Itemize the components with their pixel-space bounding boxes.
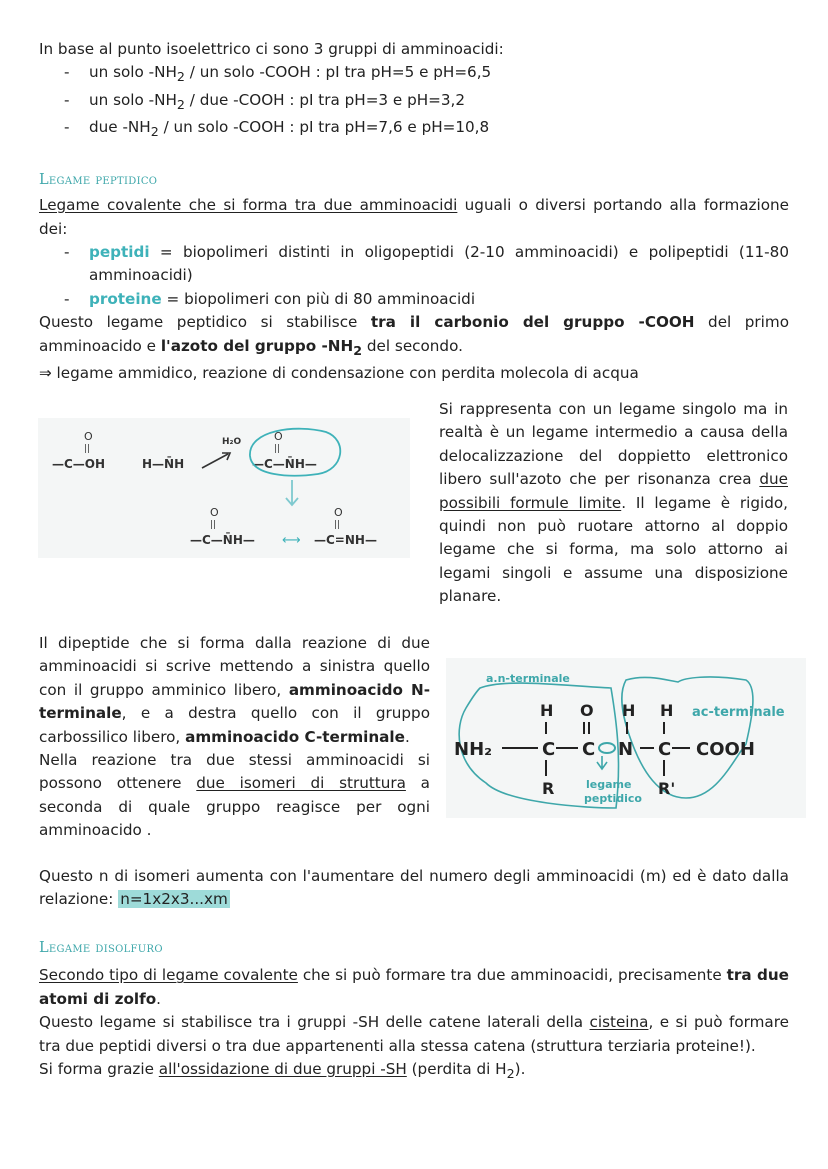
peptidic-list [39, 241, 789, 311]
peptidic-heading: Legame peptidico [39, 171, 158, 188]
disulfide-description: Questo legame si stabilisce tra i gruppi -SH delle catene laterali della cisteina, e si può formare tra due peptidi diversi o tra due appartenenti alla stessa catena (struttura terziaria proteine!). [39, 1013, 789, 1055]
n-terminal-label: a.n-terminale [486, 672, 570, 685]
h-atom: H [660, 701, 674, 720]
oxygen-label: O [210, 506, 219, 519]
cooh-group: COOH [696, 739, 755, 760]
double-bond-label: || [274, 444, 281, 454]
isoelectric-list [39, 61, 789, 143]
dipeptide-block [39, 632, 430, 843]
double-bond-label: || [210, 520, 217, 530]
water-label: H₂O [222, 437, 242, 447]
resonance-form-2: —C=NH— [314, 533, 377, 547]
oxygen-label: O [274, 430, 283, 443]
double-bond-label: || [334, 520, 341, 530]
nitrogen-atom: N [618, 739, 634, 760]
alpha-carbon: C [658, 739, 672, 760]
h-atom: H [540, 701, 554, 720]
r-prime-group: R' [658, 779, 676, 798]
o-atom: O [580, 701, 594, 720]
isomers-text: Nella reazione tra due stessi amminoacidi si possono ottenere due isomeri di struttura a seconda di quale gruppo reagisce per ogni amminoacido . [39, 751, 430, 840]
disulfide-definition: Secondo tipo di legame covalente che si può formare tra due amminoacidi, precisamente tra due atomi di zolfo. [39, 966, 789, 1008]
list-item: - due $-NH_2$ / un solo -COOH : pI tra pH=7,6 e pH=10,8 [64, 116, 789, 143]
carbonyl-carbon: C [582, 739, 596, 760]
oxygen-label: O [334, 506, 343, 519]
reaction-figure [38, 418, 410, 558]
dipeptide-figure [446, 658, 806, 818]
resonance-form-1: —C—N̄H— [190, 533, 255, 547]
peptidic-definition: Legame covalente che si forma tra due amminoacidi uguali o diversi portando alla formazione dei: [39, 196, 789, 238]
resonance-arrow: ⟷ [282, 533, 301, 548]
oxygen-label: O [84, 430, 93, 443]
dipeptide-text: Il dipeptide che si forma dalla reazione di due amminoacidi si scrive mettendo a sinistra quello con il gruppo amminico libero, amminoacido N-terminale, e a destra quello con il gruppo carbossilico libero, amminoacido C-terminale. [39, 634, 430, 746]
amine-label: H—N̄H [142, 457, 185, 471]
list-item: - un solo $-NH_2$ / due -COOH : pI tra pH=3 e pH=3,2 [64, 89, 789, 116]
isomer-count-text: Questo n di isomeri aumenta con l'aumentare del numero degli amminoacidi (m) ed è dato dalla relazione: n=1x2x3...xm [39, 867, 789, 909]
h-atom: H [622, 701, 636, 720]
peptidic-bond-description: Questo legame peptidico si stabilisce tra il carbonio del gruppo -COOH del primo amminoacido e l'azoto del gruppo $-NH_2$ del secondo. [39, 313, 789, 358]
disulfide-section [39, 937, 789, 1085]
formula-highlight: n=1x2x3...xm [120, 890, 228, 909]
amide-line: ⇒ legame ammidico, reazione di condensazione con perdita molecola di acqua [39, 364, 639, 382]
page [39, 38, 789, 385]
list-item: - proteine = biopolimeri con più di 80 amminoacidi [64, 288, 789, 311]
disulfide-heading: Legame disolfuro [39, 940, 163, 956]
resonance-text: Si rappresenta con un legame singolo ma in realtà è un legame intermedio a causa della delocalizzazione del doppietto elettronico libero sull'azoto che per risonanza crea due possibili formule limite. Il legame è rigido, quindi non può ruotare attorno al doppio legame che si forma, ma solo attorno ai legami singoli e assume una disposizione planare. [439, 400, 788, 606]
carboxyl-label: —C—OH [52, 457, 106, 471]
disulfide-formation: Si forma grazie all'ossidazione di due gruppi -SH (perdita di $H_2$). [39, 1060, 526, 1082]
bond-label-1: legame [586, 778, 632, 791]
double-bond-label: || [84, 444, 91, 454]
alpha-carbon: C [542, 739, 556, 760]
r-group: R [542, 779, 555, 798]
intro-line: In base al punto isoelettrico ci sono 3 gruppi di amminoacidi: [39, 40, 504, 58]
product-label: —C—N̄H— [252, 457, 317, 471]
nh2-group: NH₂ [454, 739, 493, 760]
c-terminal-label: ac-terminale [692, 705, 785, 720]
list-item: - peptidi = biopolimeri distinti in oligopeptidi (2-10 amminoacidi) e polipeptidi (11-80 amminoacidi) [64, 241, 789, 288]
list-item: - un solo $-NH_2$ / un solo -COOH : pI tra pH=5 e pH=6,5 [64, 61, 789, 88]
bond-label-2: peptidico [584, 792, 642, 805]
